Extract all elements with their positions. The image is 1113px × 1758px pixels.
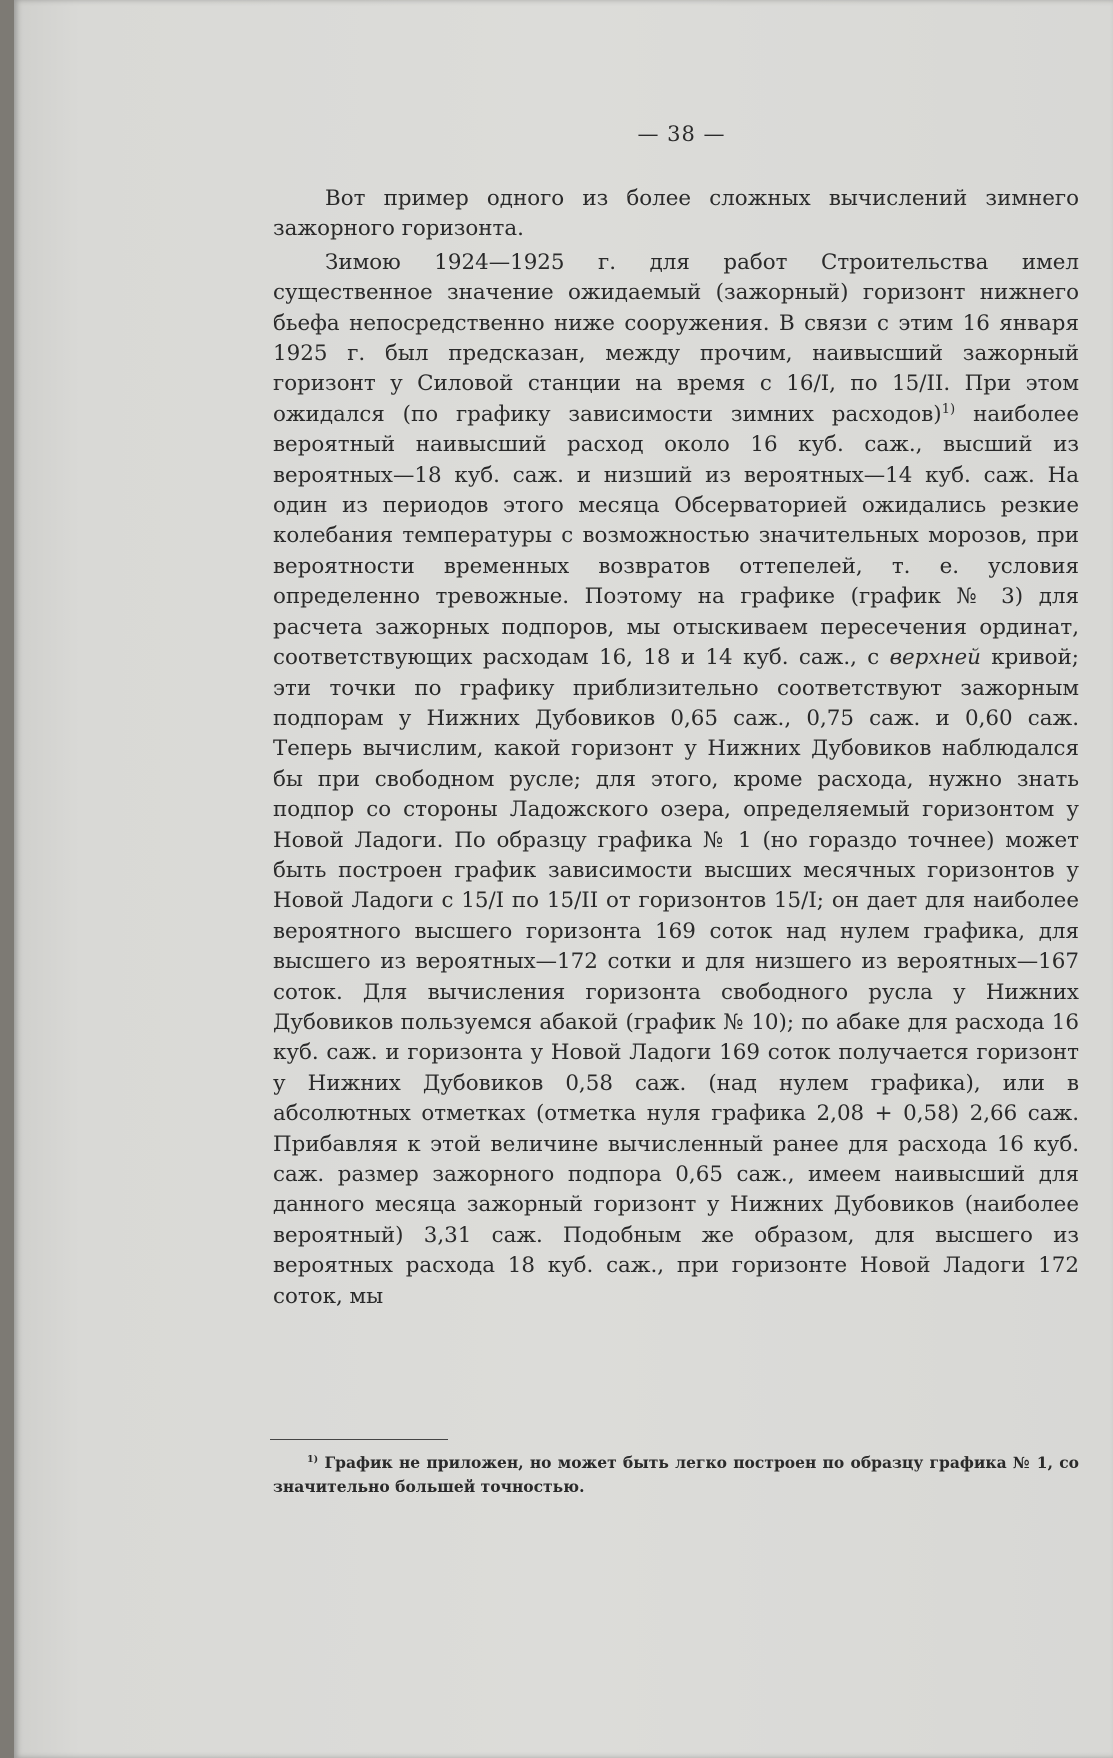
paragraph-2 bbox=[273, 248, 1079, 1312]
paragraph-2-part-2: наиболее вероятный наивысший расход около 16 куб. саж., высший из вероятных—18 куб. саж. и низший из вероятных—14 куб. саж. На один из периодов этого месяца Обсерваторией ожидались резкие колебания температуры с возможностью значительных морозов, при вероятности временных возвратов оттепелей, т. е. условия определенно тревожные. Поэтому на графике (график № 3) для расчета зажорных подпоров, мы отыскиваем пересечения ординат, соответствующих расходам 16, 18 и 14 куб. саж., с bbox=[273, 401, 1079, 671]
footnote-reference: 1) bbox=[941, 401, 956, 417]
body-text bbox=[273, 184, 1079, 1312]
page-number: — 38 — bbox=[637, 122, 726, 146]
footnote-text: График не приложен, но может быть легко построен по образцу графика № 1, со значительно большей точностью. bbox=[273, 1453, 1079, 1496]
footnote-marker: 1) bbox=[307, 1453, 319, 1465]
emphasized-word: верхней bbox=[889, 645, 981, 671]
paragraph-2-part-1: Зимою 1924—1925 г. для работ Строительства имел существенное значение ожидаемый (зажорный) горизонт нижнего бьефа непосредственно ниже сооружения. В связи с этим 16 января 1925 г. был предсказан, между прочим, наивысший зажорный горизонт у Силовой станции на время с 16/I, по 15/II. При этом ожидался (по графику зависимости зимних расходов) bbox=[273, 249, 1079, 427]
paragraph-1: Вот пример одного из более сложных вычислений зимнего зажорного горизонта. bbox=[273, 186, 1079, 242]
paragraph-2-part-3: кривой; эти точки по графику приблизительно соответствуют зажорным подпорам у Нижних Дубовиков 0,65 саж., 0,75 саж. и 0,60 саж. Теперь вычислим, какой горизонт у Нижних Дубовиков наблюдался бы при свободном русле; для этого, кроме расхода, нужно знать подпор со стороны Ладожского озера, определяемый горизонтом у Новой Ладоги. По образцу графика № 1 (но гораздо точнее) может быть построен график зависимости высших месячных горизонтов у Новой Ладоги с 15/I по 15/II от горизонтов 15/I; он дает для наиболее вероятного высшего горизонта 169 соток над нулем графика, для высшего из вероятных—172 сотки и для низшего из вероятных—167 соток. Для вычисления горизонта свободного русла у Нижних Дубовиков пользуемся абакой (график № 10); по абаке для расхода 16 куб. саж. и горизонта у Новой Ладоги 169 соток получается горизонт у Нижних Дубовиков 0,58 саж. (над нулем графика), или в абсолютных отметках (отметка нуля графика 2,08 + 0,58) 2,66 саж. Прибавляя к этой величине вычисленный ранее для расхода 16 куб. саж. размер зажорного подпора 0,65 саж., имеем наивысший для данного месяца зажорный горизонт у Нижних Дубовиков (наиболее вероятный) 3,31 саж. Подобным же образом, для высшего из вероятных расхода 18 куб. саж., при горизонте Новой Ладоги 172 соток, мы bbox=[273, 645, 1079, 1309]
footnote bbox=[273, 1451, 1079, 1499]
footnote-divider bbox=[270, 1439, 448, 1440]
